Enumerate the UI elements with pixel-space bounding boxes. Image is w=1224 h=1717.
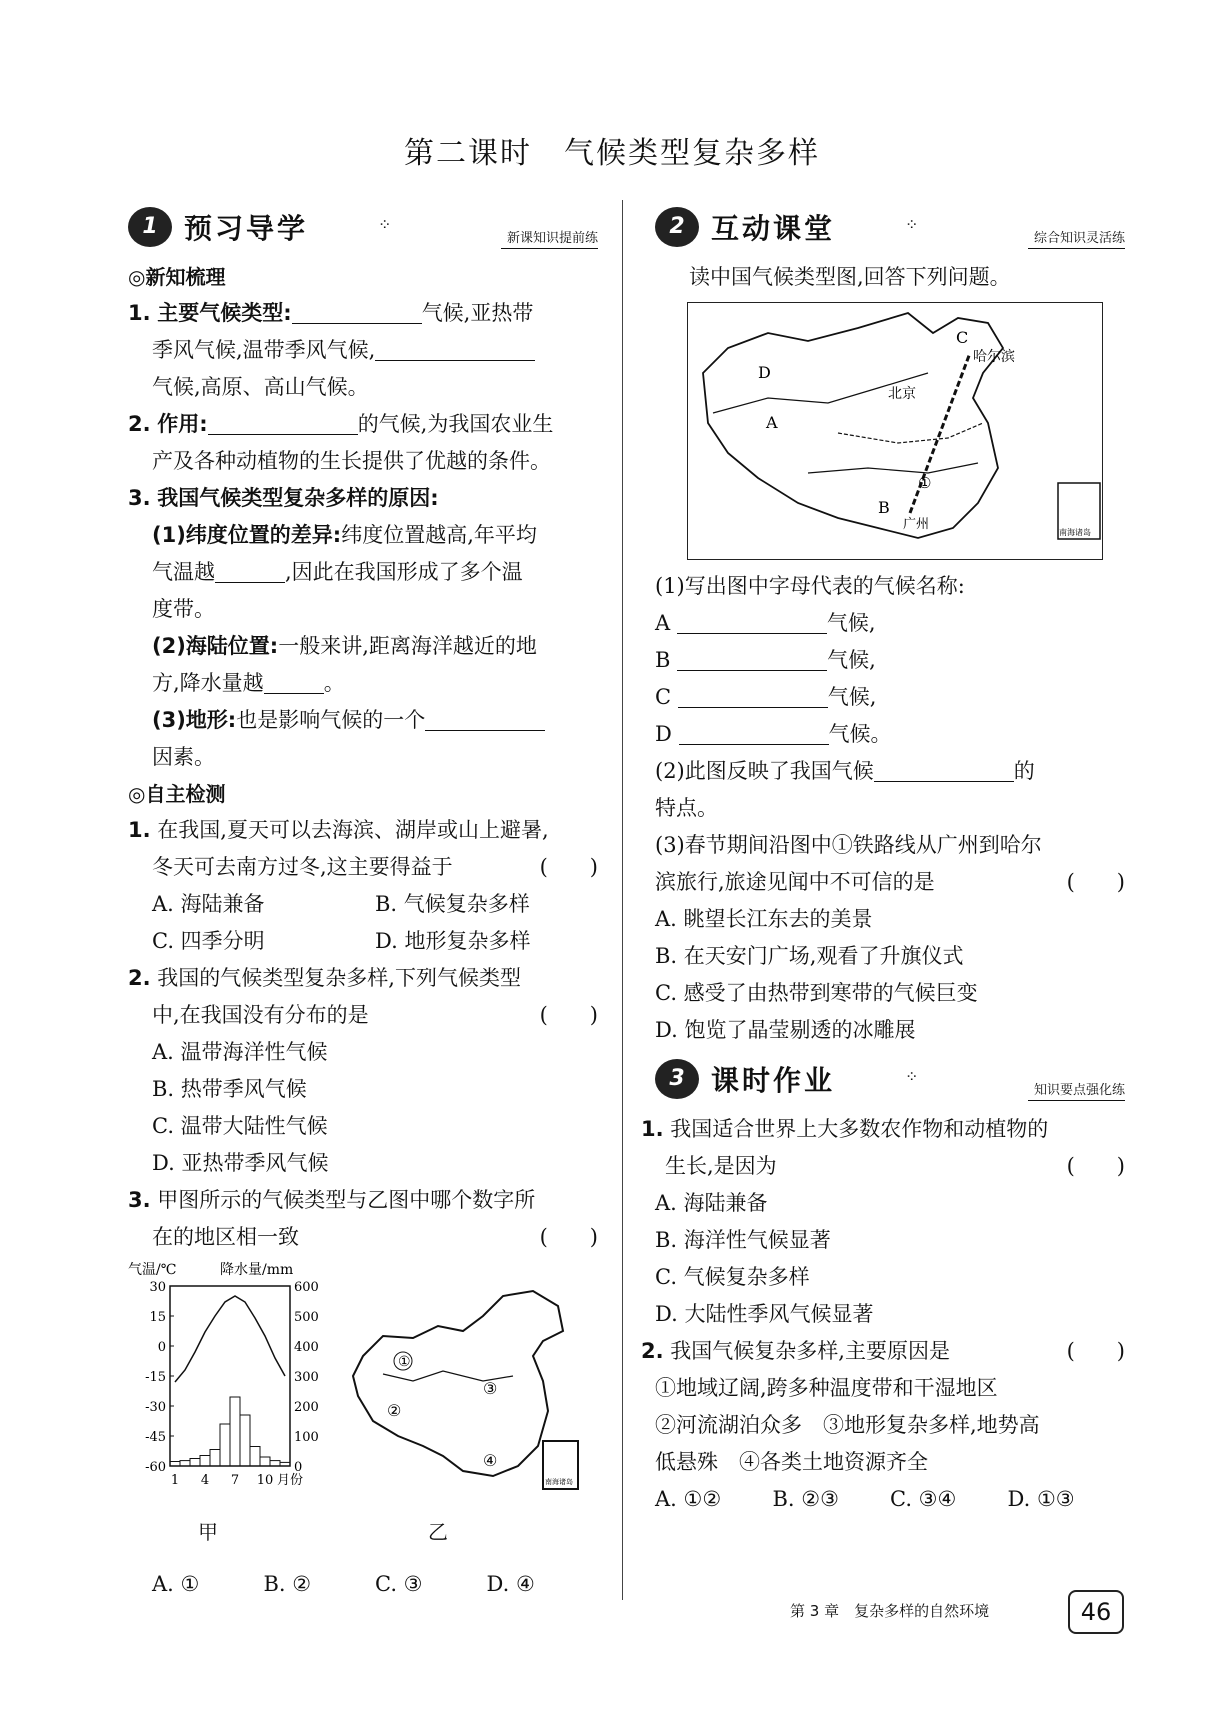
region-3: ③ bbox=[483, 1379, 498, 1398]
x-tick: 10 bbox=[256, 1473, 274, 1488]
column-divider bbox=[622, 200, 623, 1600]
china-climate-map bbox=[687, 302, 1103, 560]
option-d[interactable]: D. 大陆性季风气候显著 bbox=[655, 1302, 874, 1326]
option-c[interactable]: C. ③④ bbox=[890, 1487, 957, 1511]
label-beijing: 北京 bbox=[888, 386, 916, 402]
section-header-homework bbox=[655, 1057, 1125, 1107]
answer-paren[interactable]: ( ) bbox=[1066, 1339, 1125, 1363]
answer-blank[interactable] bbox=[264, 671, 324, 694]
label-railway: ① bbox=[918, 474, 932, 492]
option-c[interactable]: C. 四季分明 bbox=[152, 929, 265, 953]
page-number: 46 bbox=[1068, 1590, 1124, 1634]
section-number-badge: 1 bbox=[128, 207, 172, 247]
answer-blank[interactable] bbox=[874, 759, 1014, 782]
option-a[interactable]: A. 温带海洋性气候 bbox=[152, 1040, 328, 1064]
answer-paren[interactable]: ( ) bbox=[1066, 870, 1125, 894]
section-title: 预习导学 bbox=[184, 212, 309, 245]
subheading: ◎新知梳理 bbox=[128, 265, 226, 289]
label-a: A bbox=[766, 413, 778, 432]
exercise-2: 2. 我国的气候类型复杂多样,下列气候类型 bbox=[128, 966, 521, 990]
label-d: D bbox=[758, 363, 771, 382]
section-number-badge: 2 bbox=[655, 207, 699, 247]
answer-blank[interactable] bbox=[375, 338, 535, 361]
option-b[interactable]: B. ②③ bbox=[772, 1487, 839, 1511]
homework-1: 1. 我国适合世界上大多数农作物和动植物的 bbox=[641, 1117, 1049, 1141]
answer-blank[interactable] bbox=[678, 685, 828, 708]
region-4: ④ bbox=[483, 1451, 498, 1470]
option-a[interactable]: A. 海陆兼备 bbox=[152, 892, 265, 916]
answer-blank[interactable] bbox=[208, 412, 358, 435]
svg-text:南海诸岛: 南海诸岛 bbox=[1059, 528, 1091, 537]
temp-tick: -30 bbox=[145, 1400, 166, 1415]
option-b[interactable]: B. ② bbox=[263, 1572, 312, 1596]
precip-tick: 0 bbox=[294, 1460, 303, 1475]
precip-tick: 100 bbox=[294, 1430, 319, 1445]
precip-tick: 200 bbox=[294, 1400, 319, 1415]
footer-chapter: 第 3 章 复杂多样的自然环境 bbox=[790, 1602, 990, 1620]
answer-blank[interactable] bbox=[679, 722, 829, 745]
svg-text:南海诸岛: 南海诸岛 bbox=[545, 1478, 573, 1486]
answer-paren[interactable]: ( ) bbox=[539, 1003, 598, 1027]
precip-tick: 400 bbox=[294, 1340, 319, 1355]
label-guangzhou: 广州 bbox=[903, 517, 930, 532]
question-2: 2. 作用: 的气候,为我国农业生 bbox=[128, 412, 554, 436]
precip-bar bbox=[240, 1415, 250, 1466]
temperature-line bbox=[175, 1296, 285, 1382]
answer-blank[interactable] bbox=[677, 611, 827, 634]
precip-bar bbox=[180, 1461, 190, 1466]
answer-blank[interactable] bbox=[215, 560, 285, 583]
answer-blank[interactable] bbox=[677, 648, 827, 671]
answer-paren[interactable]: ( ) bbox=[1066, 1154, 1125, 1178]
intro-text: 读中国气候类型图,回答下列问题。 bbox=[689, 265, 1011, 289]
left-column: 1 预习导学 ⁘ 新课知识提前练 ◎新知梳理 1. 主要气候类型: 气候,亚热带 季风气候,温带季风气候, 气候,高原、高山气候。 2. 作用: 的气候,为我国农业生 产及各种动植物的生长提供了优越的条件。 3. 我国气候类型复杂多样的原因: (1)纬度位置的差异:纬度位置越高,年平均 气温越 ,因此在我国形成了多个温 度带。 (2)海陆位置:一般来讲,距离海洋越近的地 方,降水量越 。 (3)地形:也是影响气候的一个 因素。 ◎自主检测 1. 在我国,夏天可以去海滨、湖岸或山上避暑, 冬天可去南方过冬,这主要得益于 ( ) A. 海陆兼备 B. 气候复杂多样 C. 四季分明 D. 地形复杂多样 2. 我国的气候类型复杂多样,下列气候类型 中,在我国没有分布的是 ( ) A. 温带海洋性气候 B. 热带季风气候 C. 温带大陆性气候 D. 亚热带季风气候 3. 甲图所示的气候类型与乙图中哪个数字所 在的地区相一致 ( ) 30 15 0 -15 -30 -45 -60 600 500 400 300 200 100 0 气温/℃ 降水量/mm 1 4 7 10 月份 ① ② ③ ④ 南海诸岛 甲 乙 A. ① B. ② C. ③ D. ④ bbox=[128, 205, 598, 1603]
temp-tick: -60 bbox=[145, 1460, 166, 1475]
precip-tick: 500 bbox=[294, 1310, 319, 1325]
option-d[interactable]: D. ④ bbox=[486, 1572, 535, 1596]
option-a[interactable]: A. 眺望长江东去的美景 bbox=[655, 907, 873, 931]
precip-bar bbox=[260, 1457, 270, 1466]
label-b: B bbox=[878, 498, 890, 517]
option-c[interactable]: C. 气候复杂多样 bbox=[655, 1265, 810, 1289]
china-map-small bbox=[343, 1286, 593, 1516]
answer-blank[interactable] bbox=[292, 301, 422, 324]
precip-bar bbox=[230, 1397, 240, 1466]
precip-bar bbox=[220, 1424, 230, 1466]
temp-tick: -45 bbox=[145, 1430, 166, 1445]
climate-chart bbox=[128, 1256, 328, 1546]
figure-label-right: 乙 bbox=[428, 1520, 448, 1544]
diamond-icon: ⁘ bbox=[378, 215, 392, 234]
option-a[interactable]: A. 海陆兼备 bbox=[655, 1191, 768, 1215]
precip-bar bbox=[190, 1459, 200, 1467]
right-column: 2 互动课堂 ⁘ 综合知识灵活练 读中国气候类型图,回答下列问题。 D A B C 北京 哈尔滨 广州 ① 南海诸岛 (1)写出图中字母代表的气候名称: A 气候, B 气候, C 气候, D 气候。 (2)此图反映了我国气候 的 特点。 (3)春节期间沿图中①铁路线从广州到哈尔 滨旅行,旅途见闻中不可信的是 ( ) A. 眺望长江东去的美景 B. 在天安门广场,观看了升旗仪式 C. 感受了由热带到寒带的气候巨变 D. 饱览了晶莹剔透的冰雕展 3 课时作业 ⁘ 知识要点强化练 1. 我国适合世界上大多数农作物和动植物的 生长,是因为 ( ) A. 海陆兼备 B. 海洋性气候显著 C. 气候复杂多样 D. 大陆性季风气候显著 2. 我国气候复杂多样,主要原因是 ( ) ①地域辽阔,跨多种温度带和干湿地区 ②河流湖泊众多 ③地形复杂多样,地势高 低悬殊 ④各类土地资源齐全 A. ①② B. ②③ C. ③④ D. ①③ bbox=[655, 205, 1125, 1518]
diamond-icon: ⁘ bbox=[905, 215, 919, 234]
temp-tick: -15 bbox=[145, 1370, 166, 1385]
subheading: ◎自主检测 bbox=[128, 782, 226, 806]
option-c[interactable]: C. 温带大陆性气候 bbox=[152, 1114, 328, 1138]
svg-text:①: ① bbox=[398, 1354, 411, 1370]
region-2: ② bbox=[387, 1401, 402, 1420]
option-a[interactable]: A. ①② bbox=[655, 1487, 722, 1511]
option-d[interactable]: D. ①③ bbox=[1007, 1487, 1075, 1511]
option-b[interactable]: B. 热带季风气候 bbox=[152, 1077, 307, 1101]
exercise-1: 1. 在我国,夏天可以去海滨、湖岸或山上避暑, bbox=[128, 818, 549, 842]
precip-bar bbox=[210, 1450, 220, 1467]
option-b[interactable]: B. 海洋性气候显著 bbox=[655, 1228, 831, 1252]
option-c[interactable]: C. ③ bbox=[375, 1572, 423, 1596]
figure-row bbox=[128, 1256, 598, 1576]
china-outline bbox=[353, 1291, 563, 1476]
precip-bar bbox=[250, 1447, 260, 1467]
precip-bar bbox=[270, 1461, 280, 1466]
temp-tick: 15 bbox=[149, 1310, 166, 1325]
label-harbin: 哈尔滨 bbox=[973, 349, 1015, 365]
option-d[interactable]: D. 饱览了晶莹剔透的冰雕展 bbox=[655, 1018, 916, 1042]
option-c[interactable]: C. 感受了由热带到寒带的气候巨变 bbox=[655, 981, 978, 1005]
temp-axis-label: 气温/℃ bbox=[128, 1262, 177, 1278]
section-header-preview bbox=[128, 205, 598, 255]
diamond-icon: ⁘ bbox=[905, 1067, 919, 1086]
precip-bar bbox=[200, 1456, 210, 1467]
temp-tick: 30 bbox=[149, 1280, 166, 1295]
page-title: 第二课时 气候类型复杂多样 bbox=[404, 136, 820, 171]
section-subtitle: 综合知识灵活练 bbox=[1028, 227, 1125, 249]
x-tick: 4 bbox=[200, 1473, 210, 1488]
x-tick: 1 bbox=[170, 1473, 180, 1488]
x-tick: 7 bbox=[230, 1473, 240, 1488]
precip-axis-label: 降水量/mm bbox=[220, 1262, 294, 1278]
section-subtitle: 新课知识提前练 bbox=[501, 227, 598, 249]
option-b[interactable]: B. 气候复杂多样 bbox=[375, 892, 530, 916]
temp-tick: 0 bbox=[157, 1340, 166, 1355]
section-subtitle: 知识要点强化练 bbox=[1028, 1079, 1125, 1101]
figure-label-left: 甲 bbox=[198, 1520, 218, 1544]
section-header-interactive bbox=[655, 205, 1125, 255]
exercise-3: 3. 甲图所示的气候类型与乙图中哪个数字所 bbox=[128, 1188, 536, 1212]
question-3: 3. 我国气候类型复杂多样的原因: bbox=[128, 486, 439, 510]
section-title: 课时作业 bbox=[711, 1064, 836, 1097]
precip-tick: 600 bbox=[294, 1280, 319, 1295]
homework-2: 2. 我国气候复杂多样,主要原因是 ( ) bbox=[641, 1333, 1125, 1370]
option-d[interactable]: D. 亚热带季风气候 bbox=[152, 1151, 329, 1175]
option-a[interactable]: A. ① bbox=[152, 1572, 200, 1596]
answer-paren[interactable]: ( ) bbox=[539, 1225, 598, 1249]
section-number-badge: 3 bbox=[655, 1059, 699, 1099]
x-axis-label: 月份 bbox=[277, 1473, 304, 1488]
option-d[interactable]: D. 地形复杂多样 bbox=[375, 929, 531, 953]
label-c: C bbox=[956, 328, 969, 347]
precip-tick: 300 bbox=[294, 1370, 319, 1385]
section-title: 互动课堂 bbox=[711, 212, 836, 245]
answer-paren[interactable]: ( ) bbox=[539, 855, 598, 879]
option-b[interactable]: B. 在天安门广场,观看了升旗仪式 bbox=[655, 944, 964, 968]
answer-blank[interactable] bbox=[425, 708, 545, 731]
question-1: 1. 主要气候类型: 气候,亚热带 bbox=[128, 301, 534, 325]
